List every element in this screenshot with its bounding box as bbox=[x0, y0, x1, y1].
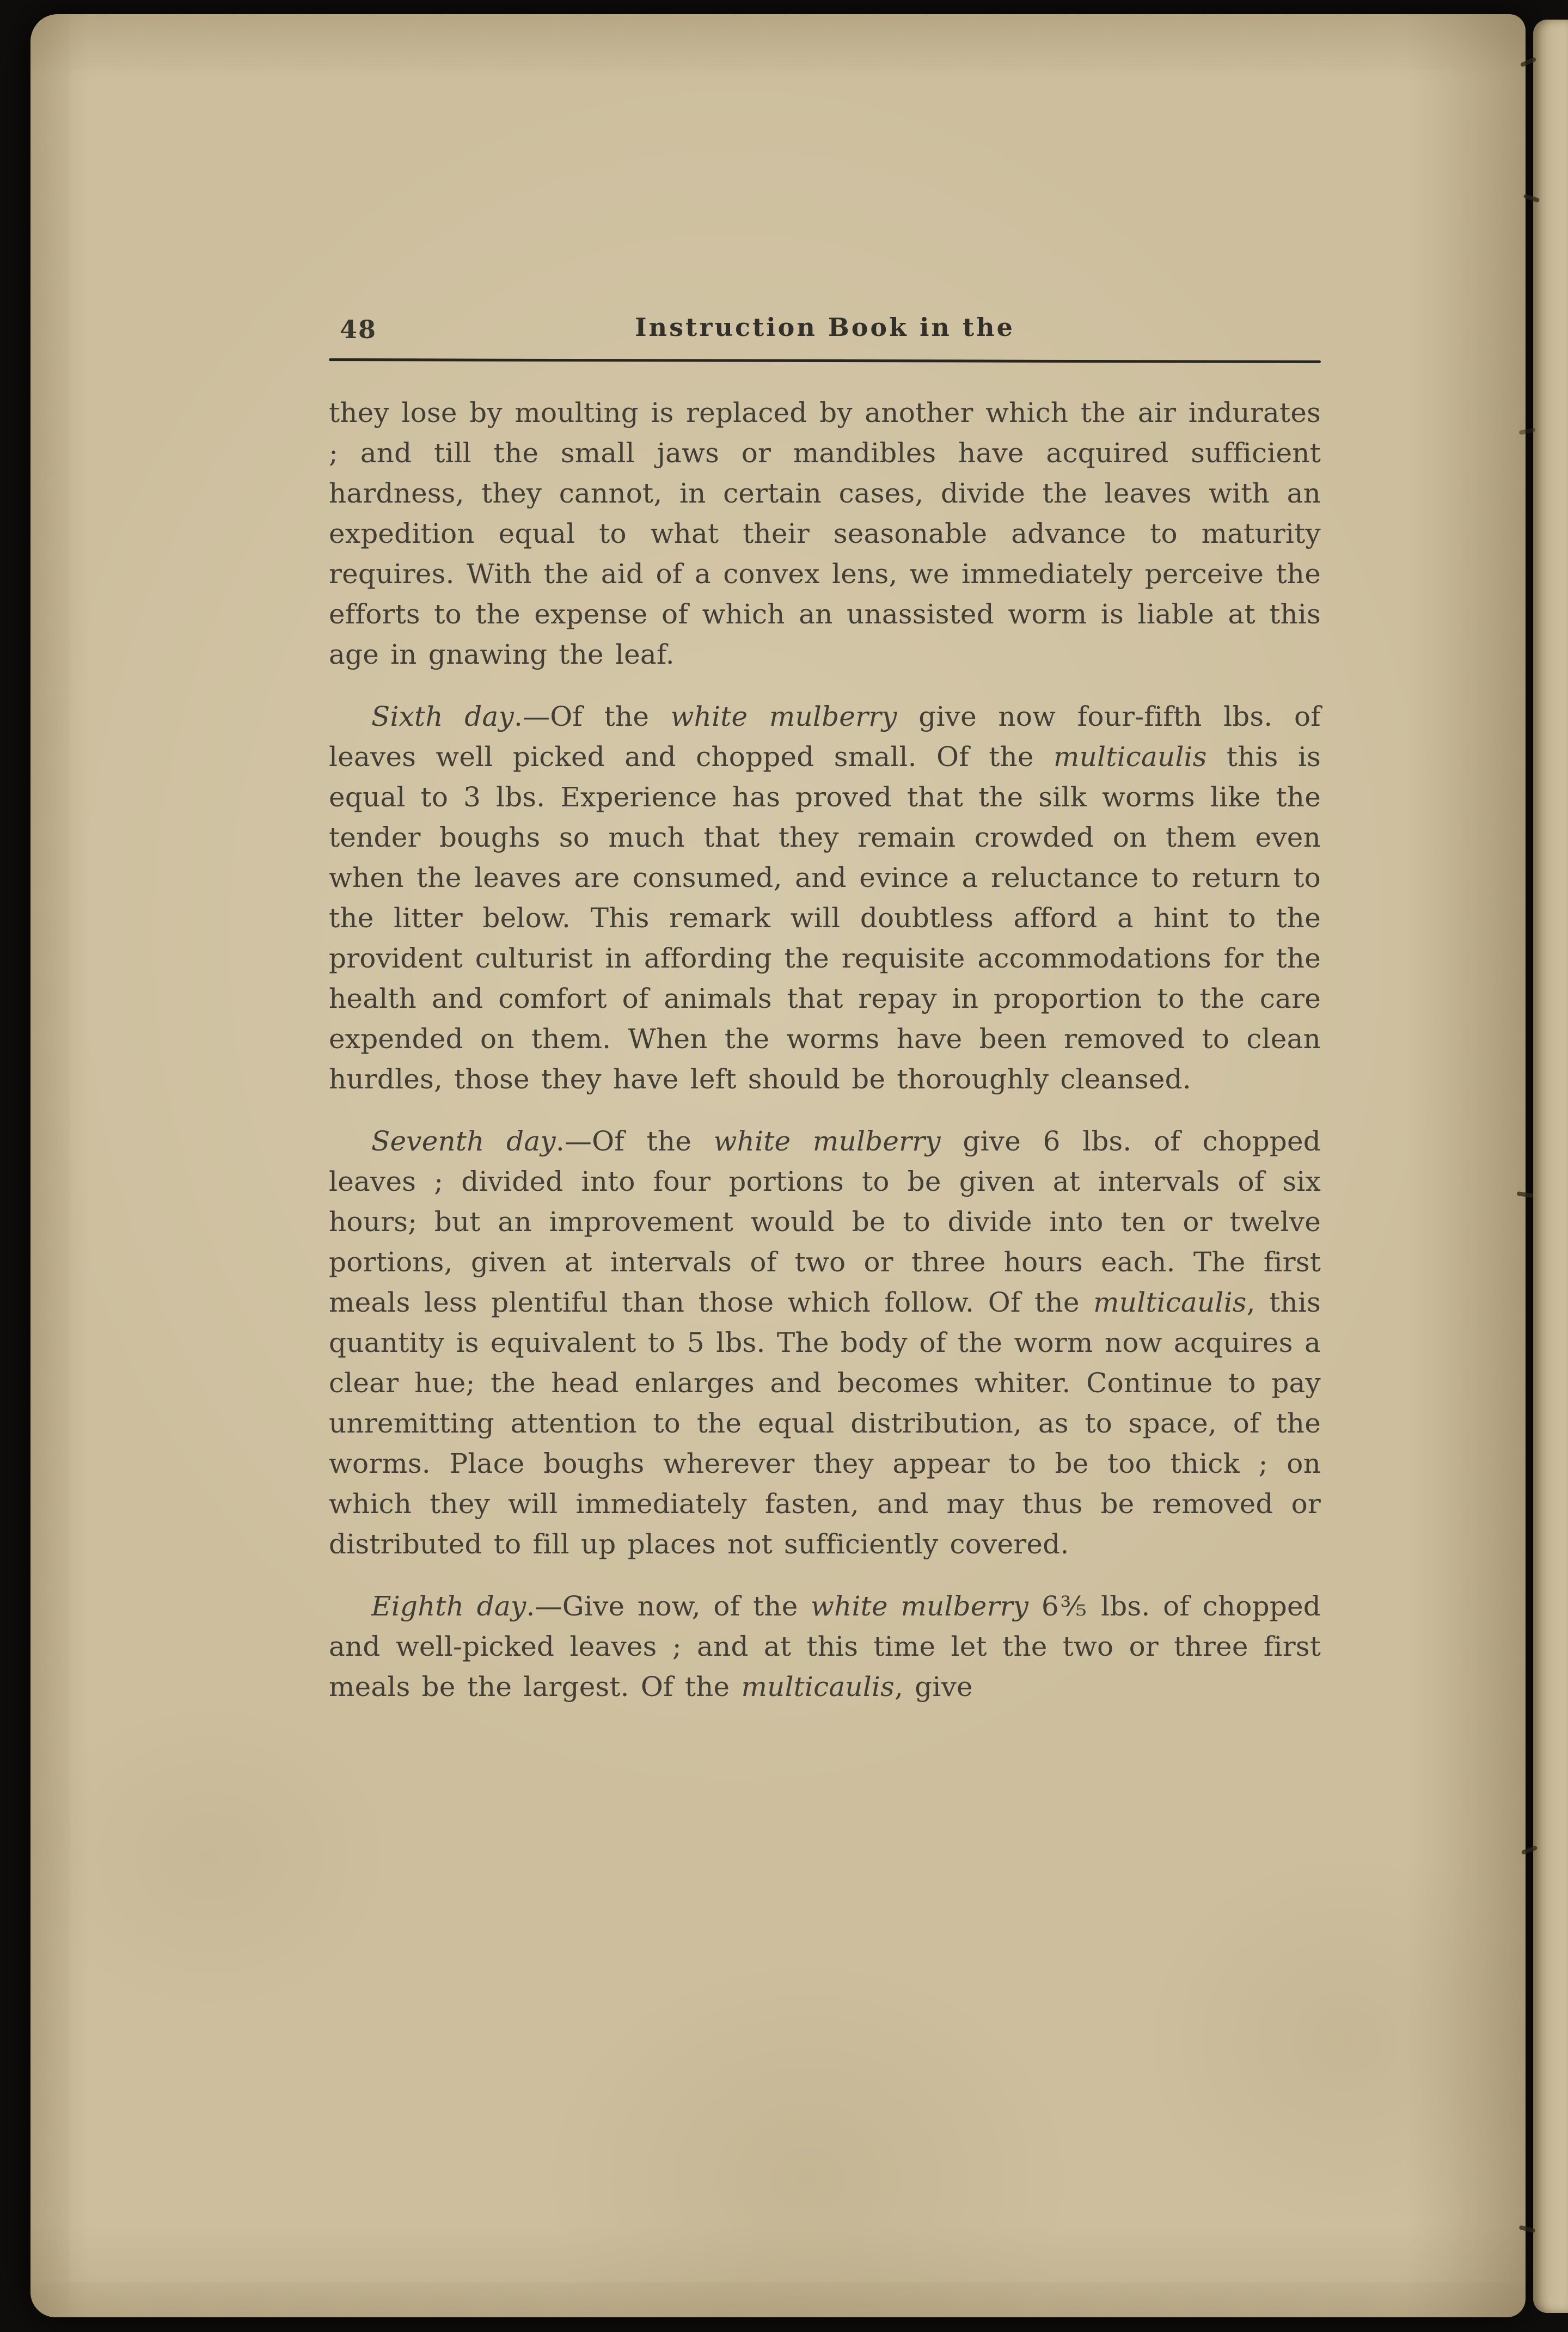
paragraph-1 bbox=[329, 393, 1321, 675]
book-page bbox=[30, 14, 1526, 2317]
page-header bbox=[329, 313, 1321, 346]
italic-text-run: Sixth day bbox=[371, 701, 514, 732]
page-number: 48 bbox=[340, 315, 377, 344]
italic-text-run: Eighth day bbox=[371, 1590, 526, 1622]
paragraph-2 bbox=[329, 696, 1321, 1099]
italic-text-run: Seventh day bbox=[371, 1125, 556, 1157]
italic-text-run: multicaulis bbox=[1093, 1287, 1247, 1318]
text-run: , this quantity is equivalent to 5 lbs. The body of the worm now acquires a clear hue; the head enlarges and becomes whiter. Continue to pay unremitting attention to the equal distribution, as to space, of the worms. Place boughs wherever they appear to be too thick ; on which they will immediately fasten, and may thus be removed or distributed to fill up places not sufficiently covered. bbox=[329, 1287, 1321, 1560]
next-page-edge bbox=[1533, 20, 1568, 2313]
text-run: this is equal to 3 lbs. Experience has proved that the silk worms like the tender boughs so much that they remain crowded on them even when the leaves are consumed, and evince a reluctance to return to the litter below. This remark will doubtless afford a hint to the provident culturist in affording the requisite accommodations for the health and comfort of animals that repay in proportion to the care expended on them. When the worms have been removed to clean hurdles, those they have left should be thoroughly cleansed. bbox=[329, 741, 1321, 1095]
text-run: give now four-fifth lbs. of leaves well picked and chopped small. Of the bbox=[329, 701, 1321, 773]
italic-text-run: white mulberry bbox=[811, 1590, 1029, 1622]
text-run: they lose by moulting is replaced by another which the air indurates ; and till the small jaws or mandibles have acquired sufficient hardness, they cannot, in certain cases, divide the leaves with an expedition equal to what their seasonable advance to maturity requires. With the aid of a convex lens, we immediately perceive the efforts to the expense of which an unassisted worm is liable at this age in gnawing the leaf. bbox=[329, 397, 1321, 670]
header-rule bbox=[329, 358, 1321, 363]
page-content bbox=[329, 313, 1321, 1707]
italic-text-run: multicaulis bbox=[1054, 741, 1207, 773]
italic-text-run: white mulberry bbox=[670, 701, 897, 732]
text-run: , give bbox=[894, 1671, 973, 1703]
text-run: .—Give now, of the bbox=[526, 1590, 811, 1622]
text-run: .—Of the bbox=[555, 1125, 714, 1157]
paragraph-3 bbox=[329, 1121, 1321, 1564]
page-text bbox=[329, 393, 1321, 1707]
text-run: 6⅗ lbs. of chopped and well-picked leaves ; and at this time let the two or three first meals be the largest. Of the bbox=[329, 1590, 1321, 1703]
text-run: give 6 lbs. of chopped leaves ; divided into four portions to be given at intervals of six hours; but an improvement would be to divide into ten or twelve portions, given at intervals of two or three hours each. The first meals less plentiful than those which follow. Of the bbox=[329, 1125, 1321, 1318]
italic-text-run: white mulberry bbox=[713, 1125, 941, 1157]
running-header: Instruction Book in the bbox=[635, 313, 1015, 342]
text-run: .—Of the bbox=[513, 701, 671, 732]
italic-text-run: multicaulis bbox=[741, 1671, 895, 1703]
paragraph-4 bbox=[329, 1586, 1321, 1707]
